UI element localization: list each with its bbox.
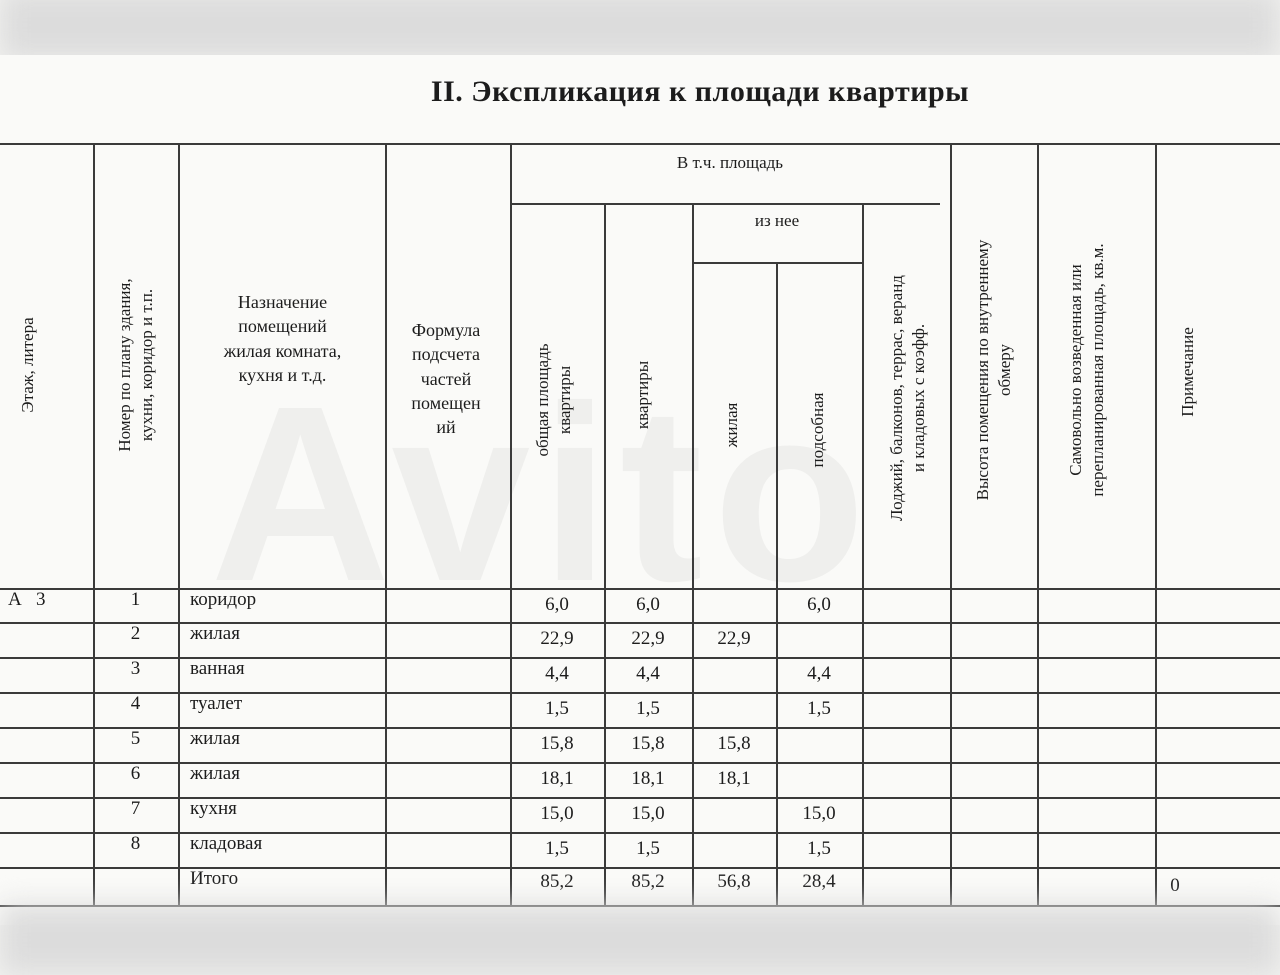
grid-line-vertical (692, 203, 694, 905)
row-apartment-area: 15,8 (631, 733, 665, 754)
grid-line-vertical (510, 143, 512, 905)
row-total-area: 15,8 (540, 733, 574, 754)
header-unauthorized: Самовольно возведенная или перепланированная площадь, кв.м. (1065, 243, 1107, 497)
blurred-top-strip (0, 0, 1280, 60)
row-number: 8 (130, 833, 141, 854)
row-apartment-area: 4,4 (636, 663, 660, 684)
row-floor: А 3 (8, 589, 46, 610)
header-loggias: Лоджий, балконов, террас, веранд и кладовых с коэфф. (886, 275, 928, 521)
row-total-area: 18,1 (540, 768, 574, 789)
row-number: 1 (130, 589, 141, 610)
header-incl-area: В т.ч. площадь (676, 153, 784, 172)
row-number: 7 (130, 798, 141, 819)
row-room-name: жилая (190, 623, 240, 644)
row-auxiliary-area: 4,4 (807, 663, 831, 684)
header-number: Номер по плану здания, кухни, коридор и т.п. (114, 278, 156, 452)
header-height: Высота помещения по внутреннему обмеру (972, 239, 1014, 501)
row-auxiliary-area: 1,5 (807, 698, 831, 719)
totals-label: Итого (190, 868, 239, 889)
row-number: 4 (130, 693, 141, 714)
totals-total-area: 85,2 (540, 871, 574, 892)
grid-line-vertical (385, 143, 387, 905)
row-number: 2 (130, 623, 141, 644)
row-total-area: 15,0 (540, 803, 574, 824)
row-apartment-area: 22,9 (631, 628, 665, 649)
row-apartment-area: 6,0 (636, 594, 660, 615)
row-number: 5 (130, 728, 141, 749)
row-auxiliary-area: 6,0 (807, 594, 831, 615)
header-living: жилая (721, 402, 741, 448)
row-total-area: 22,9 (540, 628, 574, 649)
grid-line-vertical (862, 203, 864, 905)
row-apartment-area: 18,1 (631, 768, 665, 789)
grid-line-vertical (1037, 143, 1039, 905)
row-apartment-area: 1,5 (636, 698, 660, 719)
row-apartment-area: 15,0 (631, 803, 665, 824)
grid-line-vertical (93, 143, 95, 905)
header-floor: Этаж, литера (17, 317, 37, 413)
row-room-name: жилая (190, 728, 240, 749)
header-formula: Формула подсчета частей помещен ий (411, 320, 481, 438)
header-auxiliary: подсобная (807, 392, 827, 468)
row-living-area: 15,8 (717, 733, 751, 754)
document-title: II. Экспликация к площади квартиры (430, 75, 970, 108)
row-auxiliary-area: 1,5 (807, 838, 831, 859)
row-room-name: кладовая (190, 833, 263, 854)
row-room-name: кухня (190, 798, 237, 819)
grid-line-vertical (1155, 143, 1157, 905)
row-room-name: туалет (190, 693, 243, 714)
row-total-area: 6,0 (545, 594, 569, 615)
grid-line-vertical (604, 203, 606, 905)
row-total-area: 4,4 (545, 663, 569, 684)
grid-line-vertical (950, 143, 952, 905)
header-note: Примечание (1177, 327, 1197, 417)
row-apartment-area: 1,5 (636, 838, 660, 859)
grid-line-horizontal (0, 143, 1280, 145)
header-apartment: квартиры (632, 360, 652, 430)
row-living-area: 18,1 (717, 768, 751, 789)
row-room-name: жилая (190, 763, 240, 784)
grid-line-horizontal (510, 203, 940, 205)
row-room-name: коридор (190, 589, 257, 610)
totals-apartment-area: 85,2 (631, 871, 665, 892)
totals-auxiliary-area: 28,4 (802, 871, 836, 892)
totals-living-area: 56,8 (717, 871, 751, 892)
row-living-area: 22,9 (717, 628, 751, 649)
header-purpose: Назначение помещений жилая комната, кухня и т.д. (223, 292, 342, 385)
header-of-which: из нее (754, 211, 800, 230)
row-total-area: 1,5 (545, 698, 569, 719)
row-total-area: 1,5 (545, 838, 569, 859)
row-auxiliary-area: 15,0 (802, 803, 836, 824)
row-room-name: ванная (190, 658, 245, 679)
header-total-area: общая площадь квартиры (532, 343, 574, 457)
row-number: 6 (130, 763, 141, 784)
grid-line-vertical (178, 143, 180, 905)
blurred-bottom-strip (0, 905, 1280, 975)
totals-note: 0 (1170, 875, 1180, 896)
row-number: 3 (130, 658, 141, 679)
